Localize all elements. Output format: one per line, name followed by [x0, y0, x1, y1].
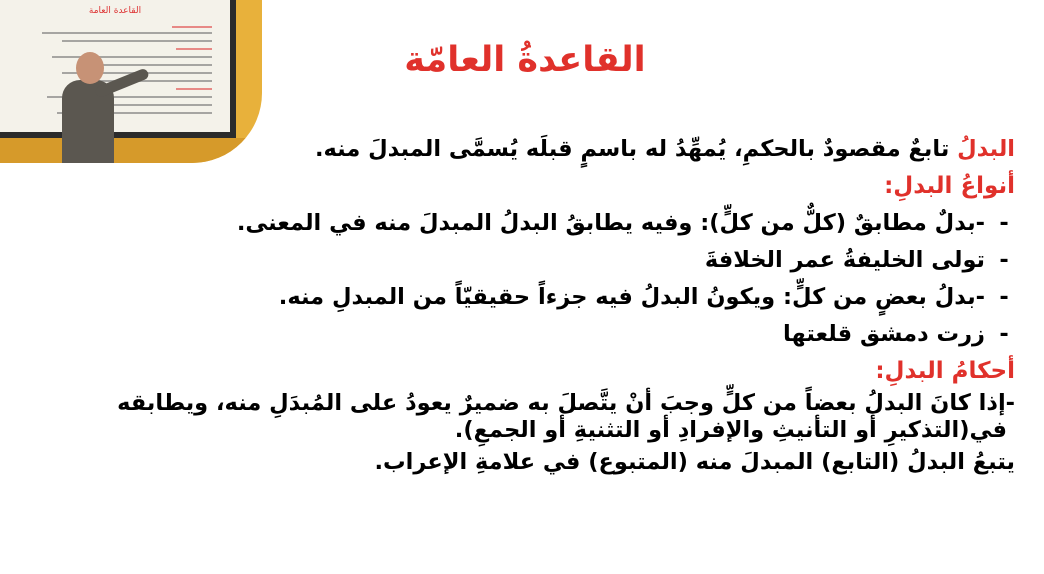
- type-bullet-item: [40, 279, 1015, 316]
- type-bullet-text: -بدلٌ مطابقٌ (كلٌّ من كلٍّ): وفيه يطابقُ البدلُ المبدلَ منه في المعنى.: [236, 210, 985, 236]
- bullet-dash: -: [999, 247, 1009, 273]
- presenter-head: [76, 52, 104, 84]
- type-bullet-item: [40, 316, 1015, 353]
- slide-body: [40, 131, 1015, 481]
- types-heading: أنواعُ البدلِ:: [884, 173, 1015, 199]
- whiteboard-text-line: [176, 48, 212, 50]
- whiteboard-text-line: [62, 40, 212, 42]
- type-bullet-item: [40, 242, 1015, 279]
- slide-title: القاعدةُ العامّة: [404, 40, 646, 80]
- whiteboard-text-line: [102, 64, 212, 66]
- type-bullet-text: زرت دمشق قلعتها: [783, 321, 985, 347]
- type-bullet-text: -بدلُ بعضٍ من كلٍّ: ويكونُ البدلُ فيه جزءاً حقيقيّاً من المبدلِ منه.: [278, 284, 985, 310]
- whiteboard: [0, 0, 236, 138]
- ruling-line: -إذا كانَ البدلُ بعضاً من كلٍّ وجبَ أنْ يتَّصلَ به ضميرٌ يعودُ على المُبدَلِ منه، ويطابقه: [117, 390, 1015, 416]
- ruling-line: في(التذكيرِ أو التأنيثِ والإفرادِ أو التثنيةِ أو الجمعِ).: [454, 417, 1007, 443]
- whiteboard-text-line: [42, 32, 212, 34]
- whiteboard-text-line: [172, 26, 212, 28]
- definition-text: تابعٌ مقصودٌ بالحكمِ، يُمهِّدُ له باسمٍ قبلَه يُسمَّى المبدلَ منه.: [314, 136, 958, 162]
- bullet-dash: -: [999, 210, 1009, 236]
- ruling-line: يتبعُ البدلُ (التابع) المبدلَ منه (المتبوع) في علامةِ الإعراب.: [374, 449, 1015, 475]
- definition-term: البدلُ: [957, 136, 1015, 162]
- whiteboard-title: القاعدة العامة: [88, 6, 142, 16]
- bullet-dash: -: [999, 321, 1009, 347]
- bullet-dash: -: [999, 284, 1009, 310]
- rulings-heading: أحكامُ البدلِ:: [875, 358, 1015, 384]
- type-bullet-item: [40, 205, 1015, 242]
- type-bullet-text: تولى الخليفةُ عمر الخلافةَ: [704, 247, 985, 273]
- definition-line: [40, 131, 1015, 168]
- whiteboard-text-line: [176, 88, 212, 90]
